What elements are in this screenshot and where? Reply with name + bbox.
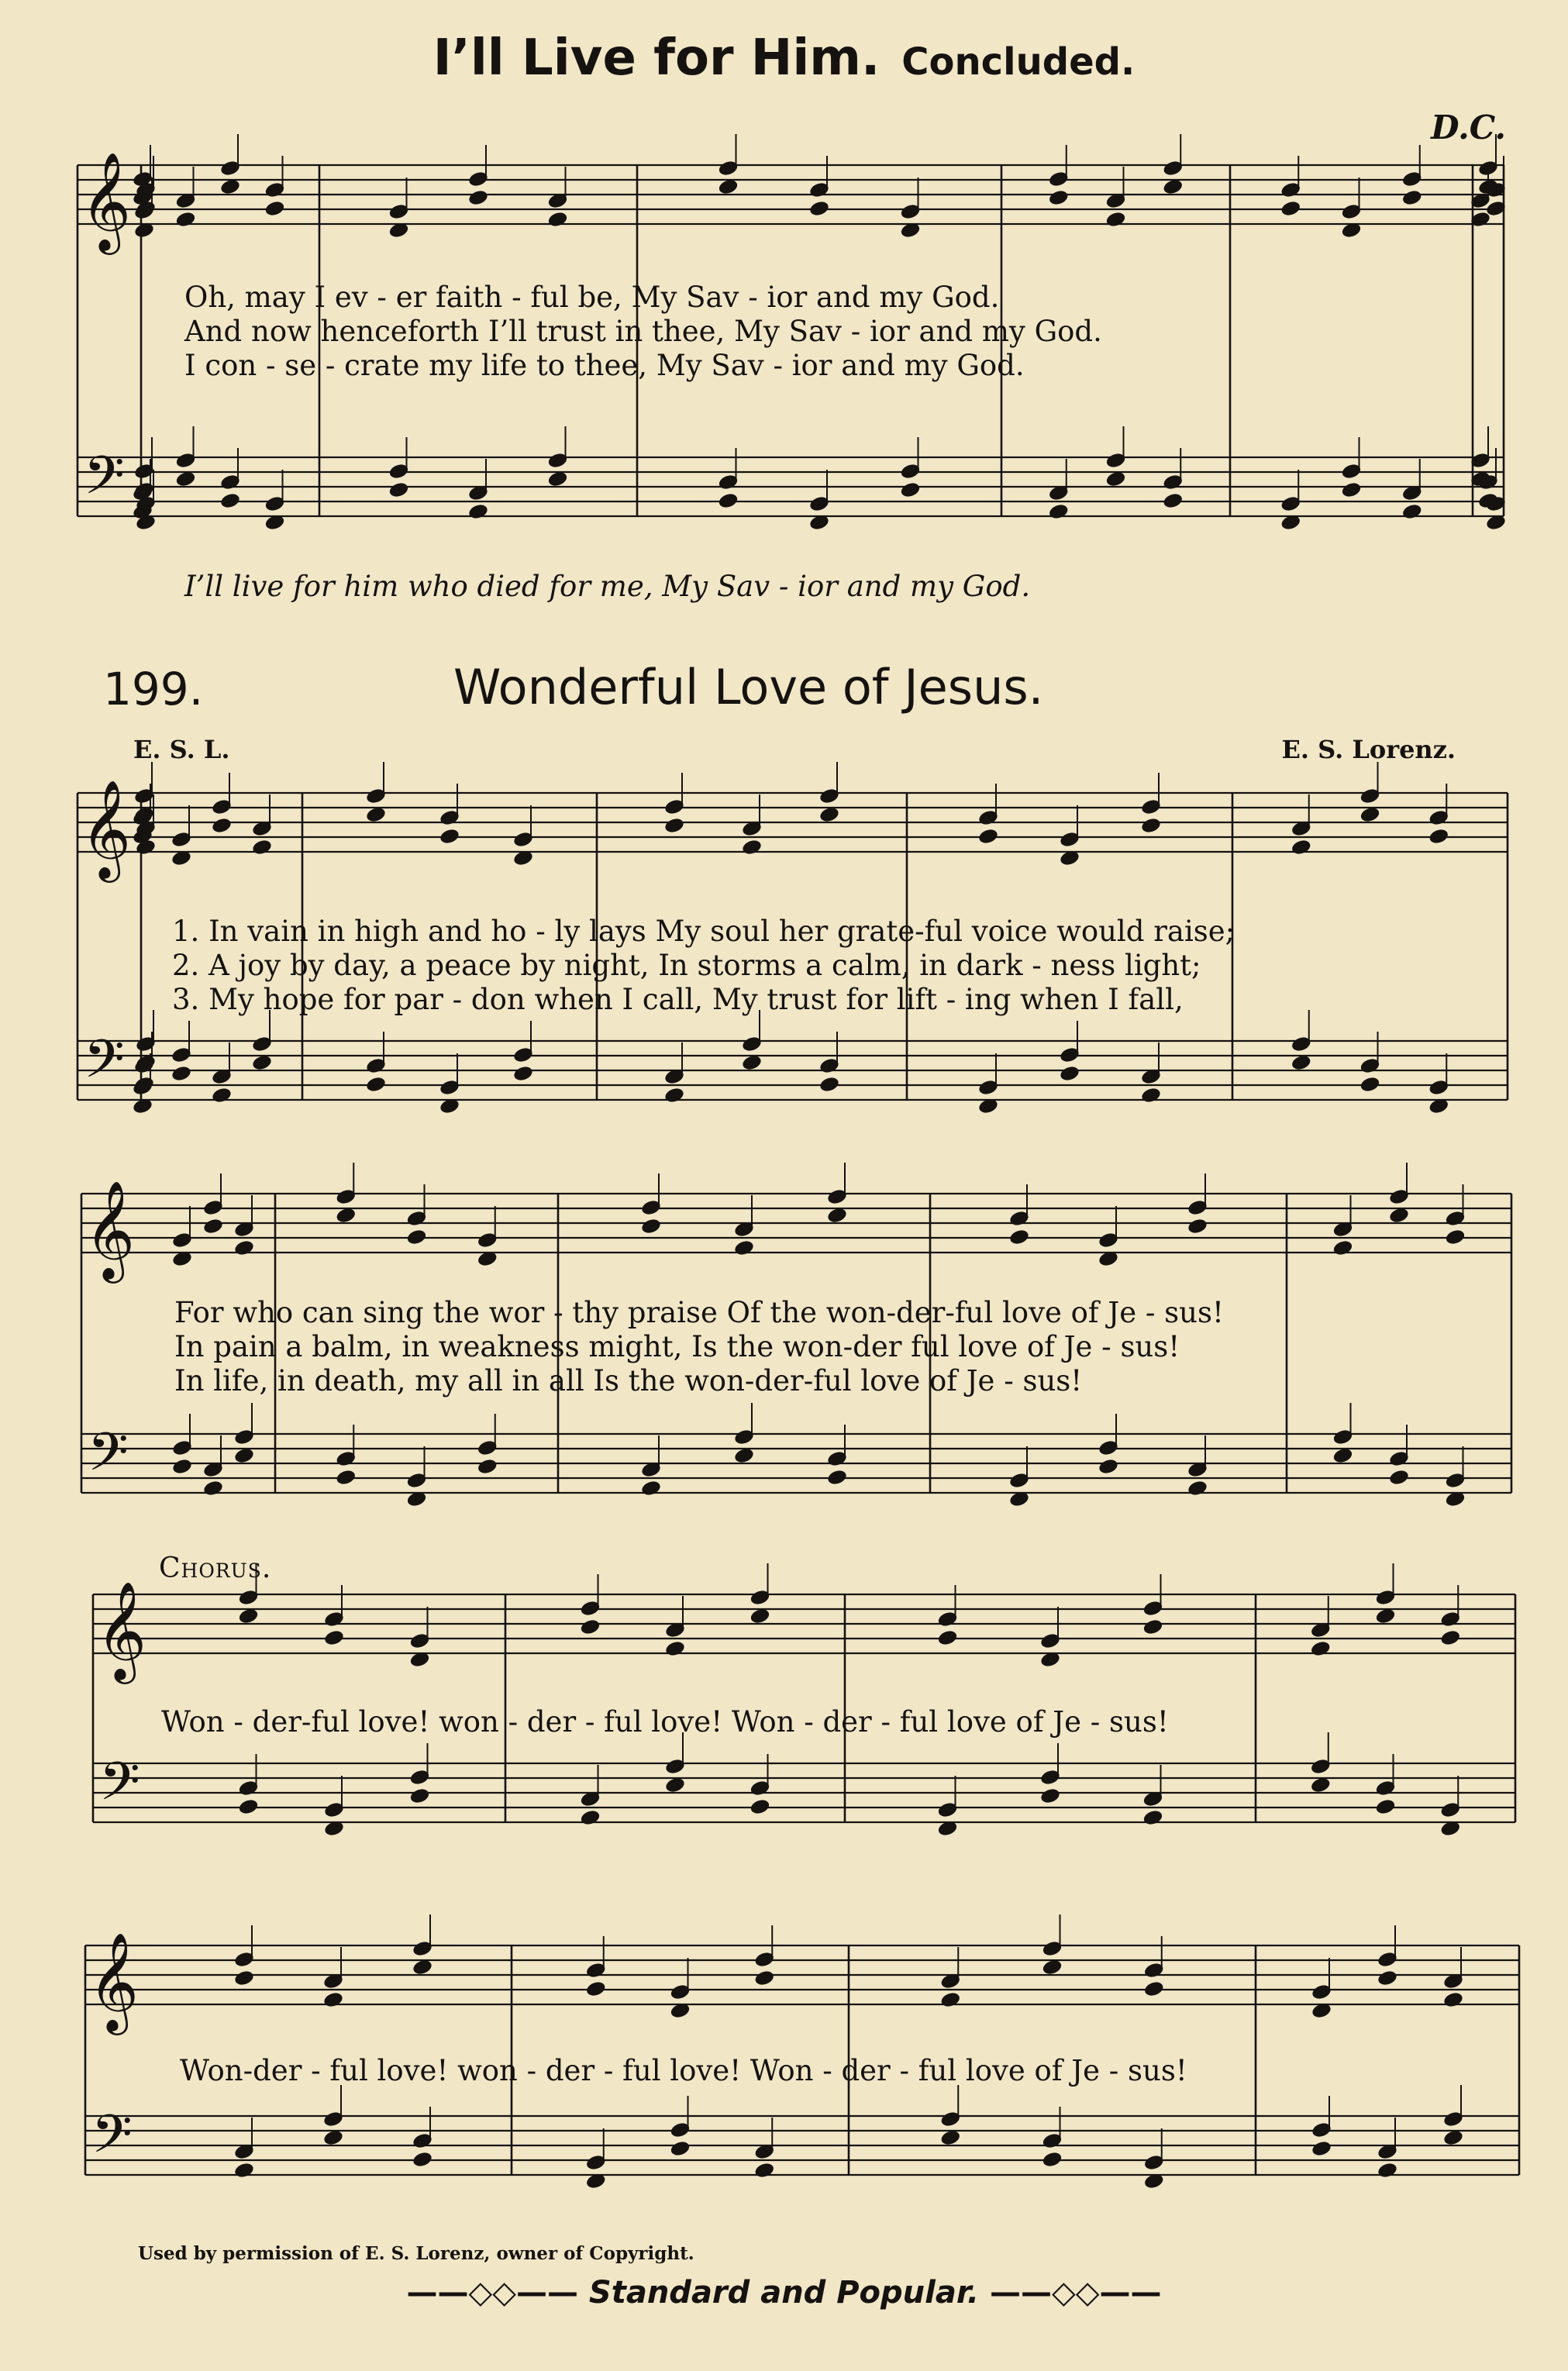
- verse-2-line-2: In pain a balm, in weakness might, Is the won-der ful love of Je - sus!: [174, 1330, 1180, 1363]
- treble-note: [211, 816, 233, 834]
- bass-clef: 𝄢: [99, 1752, 140, 1825]
- bass-note: [477, 1457, 498, 1475]
- treble-note: [753, 1969, 775, 1987]
- bass-note: [237, 1797, 259, 1815]
- treble-note: [1332, 1239, 1353, 1256]
- top-verse-1: Oh, may I ev - er faith - ful be, My Sav - ior and my God.: [184, 281, 1000, 314]
- treble-note: [1187, 1217, 1208, 1235]
- footer-text: Standard and Popular.: [588, 2275, 980, 2311]
- chorus-lyrics-2: Won-der - ful love! won - der - ful love! Won - der - ful love of Je - sus!: [180, 2054, 1187, 2087]
- treble-note: [202, 1217, 224, 1235]
- treble-note: [1401, 188, 1423, 206]
- verse-3-line-2: In life, in death, my all in all Is the won-der-ful love of Je - sus!: [174, 1364, 1083, 1397]
- page-footer: [0, 2275, 1568, 2311]
- treble-note: [579, 1618, 601, 1635]
- treble-note: [1104, 210, 1126, 228]
- treble-note: [1439, 1628, 1461, 1646]
- treble-note: [1048, 188, 1070, 206]
- treble-note: [1008, 1228, 1030, 1246]
- chorus-label: Chorus.: [159, 1553, 272, 1584]
- bass-note: [171, 1064, 192, 1082]
- treble-note: [1310, 1639, 1332, 1657]
- treble-note: [936, 1628, 958, 1646]
- top-subtitle: Concluded.: [901, 40, 1136, 84]
- treble-note: [1291, 838, 1312, 856]
- bass-note: [669, 2139, 691, 2157]
- treble-note: [1377, 1969, 1398, 1987]
- top-refrain: I’ll live for him who died for me, My Sav - ior and my God.: [184, 570, 1031, 603]
- bass-note: [1374, 1797, 1396, 1815]
- treble-note: [1444, 1228, 1466, 1246]
- bass-note: [1340, 481, 1362, 498]
- treble-note: [640, 1217, 662, 1235]
- treble-note: [1442, 1990, 1464, 2008]
- treble-note: [1140, 816, 1162, 834]
- dc-marking: D.C.: [1431, 109, 1506, 146]
- treble-note: [323, 1628, 345, 1646]
- treble-note: [174, 210, 196, 228]
- bass-note: [717, 491, 739, 509]
- treble-note: [585, 1980, 607, 1997]
- verse-1-line-2: For who can sing the wor - thy praise Of the won-der-ful love of Je - sus!: [174, 1296, 1224, 1329]
- treble-note: [264, 199, 285, 217]
- bass-note: [1162, 491, 1184, 509]
- bass-note: [1048, 502, 1070, 520]
- top-title: I’ll Live for Him.: [432, 29, 880, 87]
- bass-note: [753, 2161, 775, 2179]
- chorus-lyrics-1: Won - der-ful love! won - der - ful love! Won - der - ful love of Je - sus!: [161, 1705, 1169, 1739]
- treble-clef: 𝄞: [84, 1180, 136, 1279]
- bass-note: [202, 1479, 224, 1497]
- bass-note: [818, 1075, 840, 1093]
- bass-note: [467, 502, 489, 520]
- treble-note: [741, 838, 763, 856]
- bass-note: [219, 491, 241, 509]
- bass-note: [899, 481, 921, 498]
- treble-note: [405, 1228, 427, 1246]
- bass-note: [233, 2161, 255, 2179]
- treble-note: [939, 1990, 961, 2008]
- treble-note: [977, 827, 999, 845]
- treble-note: [1142, 1618, 1163, 1635]
- bass-clef: 𝄢: [84, 1029, 125, 1103]
- treble-note: [1280, 199, 1301, 217]
- bass-note: [1098, 1457, 1119, 1475]
- bass-note: [335, 1468, 357, 1486]
- treble-note: [663, 816, 685, 834]
- treble-note: [439, 827, 460, 845]
- treble-note: [251, 838, 273, 856]
- bass-clef: 𝄢: [84, 446, 125, 519]
- verse-1-line-1: 1. In vain in high and ho - ly lays My soul her grate-ful voice would raise;: [172, 915, 1235, 948]
- treble-note: [233, 1969, 255, 1987]
- treble-clef: 𝄞: [88, 1932, 140, 2031]
- verse-3-line-1: 3. My hope for par - don when I call, My trust for lift - ing when I fall,: [172, 983, 1184, 1016]
- treble-note: [733, 1239, 755, 1256]
- treble-note: [467, 188, 489, 206]
- bass-note: [749, 1797, 770, 1815]
- hymn-number: 199.: [103, 663, 204, 715]
- treble-note: [1428, 827, 1449, 845]
- footer-ornament-left: ——◇◇——: [406, 2275, 578, 2311]
- bass-note: [1142, 1808, 1163, 1826]
- bass-note: [412, 2150, 433, 2168]
- footer-ornament-right: ——◇◇——: [990, 2275, 1162, 2311]
- bass-note: [1359, 1075, 1380, 1093]
- copyright-footnote: Used by permission of E. S. Lorenz, owner of Copyright.: [138, 2243, 694, 2264]
- treble-note: [546, 210, 568, 228]
- treble-note: [233, 1239, 255, 1256]
- bass-note: [408, 1787, 430, 1804]
- treble-clef: 𝄞: [81, 779, 132, 878]
- bass-note: [1388, 1468, 1410, 1486]
- bass-note: [1039, 1787, 1061, 1804]
- hymn-title: Wonderful Love of Jesus.: [453, 659, 1044, 715]
- bass-note: [1041, 2150, 1063, 2168]
- verse-2-line-1: 2. A joy by day, a peace by night, In storms a calm, in dark - ness light;: [172, 949, 1201, 982]
- bass-note: [1377, 2161, 1398, 2179]
- bass-note: [1401, 502, 1423, 520]
- bass-note: [512, 1064, 534, 1082]
- bass-note: [171, 1457, 193, 1475]
- bass-note: [640, 1479, 662, 1497]
- treble-clef: 𝄞: [81, 151, 132, 250]
- bass-note: [1059, 1064, 1080, 1082]
- bass-note: [1187, 1479, 1208, 1497]
- bass-note: [211, 1086, 233, 1104]
- treble-clef: 𝄞: [96, 1580, 147, 1680]
- treble-note: [1143, 1980, 1165, 1997]
- music-credit: E. S. Lorenz.: [1281, 735, 1456, 764]
- bass-note: [579, 1808, 601, 1826]
- words-credit: E. S. L.: [133, 735, 230, 764]
- treble-note: [808, 199, 830, 217]
- top-verse-2: And now henceforth I’ll trust in thee, My Sav - ior and my God.: [184, 315, 1102, 348]
- treble-note: [664, 1639, 686, 1657]
- bass-clef: 𝄢: [91, 2104, 133, 2178]
- bass-note: [1140, 1086, 1162, 1104]
- bass-note: [365, 1075, 387, 1093]
- bass-note: [1311, 2139, 1332, 2157]
- bass-note: [663, 1086, 685, 1104]
- bass-clef: 𝄢: [88, 1422, 129, 1496]
- bass-note: [388, 481, 409, 498]
- bass-note: [826, 1468, 848, 1486]
- treble-note: [322, 1990, 344, 2008]
- top-verse-3: I con - se - crate my life to thee, My Sav - ior and my God.: [184, 349, 1025, 382]
